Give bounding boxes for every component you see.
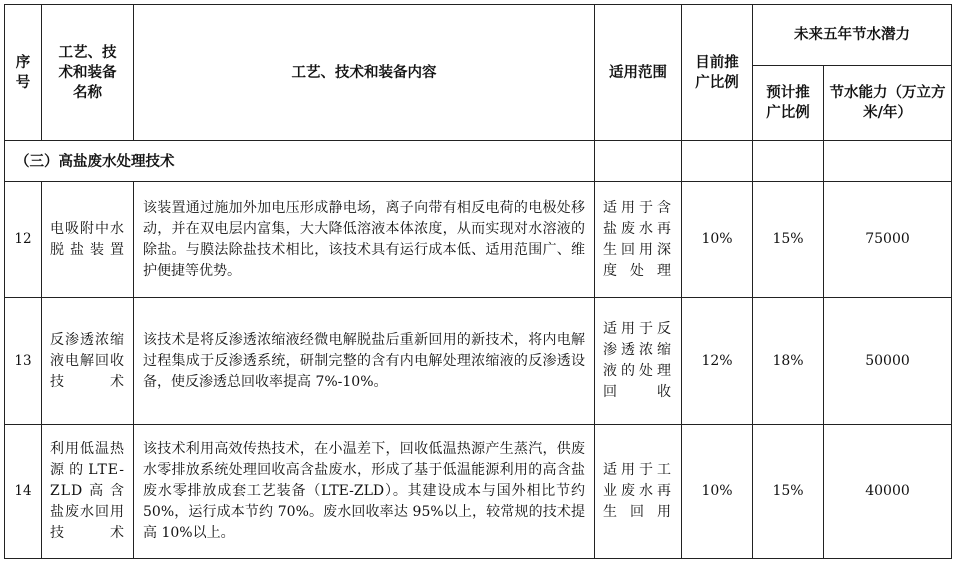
row-seq: 13 — [5, 298, 42, 425]
table-row — [5, 298, 952, 425]
row-content: 该技术利用高效传热技术，在小温差下，回收低温热源产生蒸汽，供废水零排放系统处理回收高含盐废水，形成了基于低温能源利用的高含盐废水零排放成套工艺装备（LTE-ZLD）。其建设成本与国外相比节约 50%，运行成本节约 70%。废水回收率达 95%以上，较常规的技术提高 10%以上。 — [134, 425, 595, 559]
section-empty-cell — [753, 141, 824, 182]
header-future-group: 未来五年节水潜力 — [753, 5, 952, 66]
row-content: 该装置通过施加外加电压形成静电场，离子向带有相反电荷的电极处移动，并在双电层内富集，大大降低溶液本体浓度，从而实现对水溶液的除盐。与膜法除盐技术相比，该技术具有运行成本低、适用范围广、维护便捷等优势。 — [134, 182, 595, 298]
header-scope: 适用范围 — [595, 5, 682, 141]
row-seq: 14 — [5, 425, 42, 559]
row-expected-ratio: 18% — [753, 298, 824, 425]
section-empty-cell — [824, 141, 952, 182]
header-expected-ratio-label: 预计推广比例 — [766, 84, 810, 121]
row-expected-ratio: 15% — [753, 182, 824, 298]
header-current-ratio — [682, 5, 753, 141]
section-empty-cell — [682, 141, 753, 182]
section-row — [5, 141, 952, 182]
row-saving: 40000 — [824, 425, 952, 559]
section-title: （三）高盐废水处理技术 — [5, 141, 595, 182]
section-empty-cell — [595, 141, 682, 182]
header-seq-label: 序号 — [15, 53, 31, 91]
row-current-ratio: 12% — [682, 298, 753, 425]
row-name: 电吸附中水脱盐装置 — [42, 182, 134, 298]
row-current-ratio: 10% — [682, 182, 753, 298]
header-expected-ratio — [753, 66, 824, 141]
row-scope: 适用于反渗透浓缩液的处理回收 — [595, 298, 682, 425]
row-seq: 12 — [5, 182, 42, 298]
header-saving-capacity — [824, 66, 952, 141]
row-name: 反渗透浓缩液电解回收技术 — [42, 298, 134, 425]
header-name-label: 工艺、技术和装备名称 — [58, 43, 117, 101]
row-expected-ratio: 15% — [753, 425, 824, 559]
header-saving-capacity-label: 节水能力（万立方米/年） — [829, 84, 946, 121]
header-content: 工艺、技术和装备内容 — [134, 5, 595, 141]
row-name: 利用低温热源的LTE-ZLD高含盐废水回用技术 — [42, 425, 134, 559]
header-seq — [5, 5, 42, 141]
row-current-ratio: 10% — [682, 425, 753, 559]
row-content: 该技术是将反渗透浓缩液经微电解脱盐后重新回用的新技术，将内电解过程集成于反渗透系统，研制完整的含有内电解处理浓缩液的反渗透设备，使反渗透总回收率提高 7%-10%。 — [134, 298, 595, 425]
header-name — [42, 5, 134, 141]
table-row — [5, 425, 952, 559]
row-scope: 适用于含盐废水再生回用深度处理 — [595, 182, 682, 298]
row-saving: 50000 — [824, 298, 952, 425]
table-row — [5, 182, 952, 298]
row-scope: 适用于工业废水再生回用 — [595, 425, 682, 559]
header-current-ratio-label: 目前推广比例 — [695, 53, 739, 91]
water-saving-tech-table — [4, 4, 952, 559]
row-saving: 75000 — [824, 182, 952, 298]
